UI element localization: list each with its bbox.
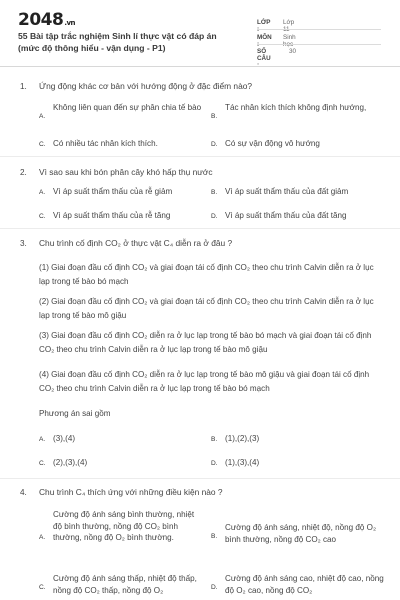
question-text: Ứng động khác cơ bản với hướng động ở đặc điểm nào? [39,81,253,91]
option-text: Vì áp suất thẩm thấu của đất tăng [225,211,347,220]
question-number: 3. [20,239,27,248]
statement-3: (3) Giai đoạn đầu cố định CO₂ diễn ra ở lục lạp trong tế bào bó mạch và giai đoạn tái cố định CO₂ theo chu trình Calvin diễn ra ở lục lạp trong tế bào mô giậu [39,331,372,354]
option-text: Cường độ ánh sáng bình thường, nhiệt độ bình thường, nồng độ CO₂ bình thường, nồng độ O₂ bình thường. [53,510,195,542]
question-text: Chu trình cố định CO₂ ở thực vật C₄ diễn ra ở đâu ? [39,238,233,248]
question-number: 2. [20,168,27,177]
question-text: Vì sao sau khi bón phân cây khó hấp thụ nước [39,167,213,177]
worksheet-header [0,0,400,66]
meta-count-label: SỐ CÂU [257,48,271,62]
option-letter: D. [211,460,218,467]
option-text: Cường độ ánh sáng thấp, nhiệt độ thấp, nồng độ CO₂ thấp, nồng độ O₂ [53,574,197,595]
option-letter: C. [39,460,46,467]
option-letter: C. [39,213,46,220]
option-text: (3),(4) [53,434,76,443]
question-divider [0,156,400,157]
option-text: (1),(2),(3) [225,434,260,443]
statement-1: (1) Giai đoạn đầu cố định CO₂ và giai đoạn tái cố định CO₂ theo chu trình Calvin diễn ra ở lục lạp trong tế bào bó mạch [39,263,374,286]
meta-subject-value: Sinh [283,34,296,41]
option-text: (2),(3),(4) [53,458,88,467]
option-text: Có sự vận động vô hướng [225,139,320,148]
option-letter: C. [39,141,46,148]
question-text: Chu trình C₄ thích ứng với những điều kiện nào ? [39,487,223,497]
option-letter: D. [211,584,218,591]
header-divider [0,66,400,67]
option-text: (1),(3),(4) [225,458,260,467]
option-letter: D. [211,141,218,148]
option-text: Cường độ ánh sáng, nhiệt độ, nồng độ O₂ bình thường, nồng độ CO₂ cao [225,523,377,544]
question-divider [0,478,400,479]
meta-subject-label: MÔN [257,34,272,41]
option-text: Vì áp suất thẩm thấu của rễ giảm [53,187,173,196]
option-letter: A. [39,436,46,443]
option-text: Cường độ ánh sáng cao, nhiệt độ cao, nồng độ O₂ cao, nồng độ CO₂ [225,574,384,595]
option-text: Tác nhân kích thích không định hướng, [225,103,367,112]
option-letter: B. [211,533,218,540]
logo-main: 2048 [18,10,64,30]
option-text: Không liên quan đến sự phân chia tế bào [53,103,202,112]
site-logo[interactable] [18,10,75,30]
option-letter: A. [39,113,46,120]
worksheet-title: 55 Bài tập trắc nghiệm Sinh lí thực vật có đáp án (mức độ thông hiểu - vận dụng - P1) [18,31,217,53]
meta-class-value: Lớp [283,19,295,26]
option-text: Vì áp suất thẩm thấu của rễ tăng [53,211,171,220]
option-letter: C. [39,584,46,591]
divider [257,44,381,45]
statement-2: (2) Giai đoạn đầu cố định CO₂ và giai đoạn tái cố định CO₂ theo chu trình Calvin diễn ra ở lục lạp trong tế bào mô giậu [39,297,374,320]
option-letter: A. [39,534,46,541]
statement-4: (4) Giai đoạn đầu cố định CO₂ diễn ra ở lục lạp trong tế bào mô giậu và giai đoạn tái cố định CO₂ theo chu trình Calvin diễn ra ở lục lạp trong tế bào bó mạch [39,370,370,393]
divider [257,29,381,30]
meta-count-value: 30 [289,48,297,55]
option-letter: B. [211,436,218,443]
meta-class-label: LỚP [257,19,271,26]
option-letter: D. [211,213,218,220]
question-number: 1. [20,82,27,91]
question-prompt: Phương án sai gồm [39,409,111,418]
question-number: 4. [20,488,27,497]
option-text: Có nhiều tác nhân kích thích. [53,139,158,148]
logo-domain: .vn [64,19,76,27]
option-text: Vì áp suất thẩm thấu của đất giảm [225,187,349,196]
question-divider [0,228,400,229]
option-letter: B. [211,113,218,120]
option-letter: A. [39,189,46,196]
option-letter: B. [211,189,218,196]
